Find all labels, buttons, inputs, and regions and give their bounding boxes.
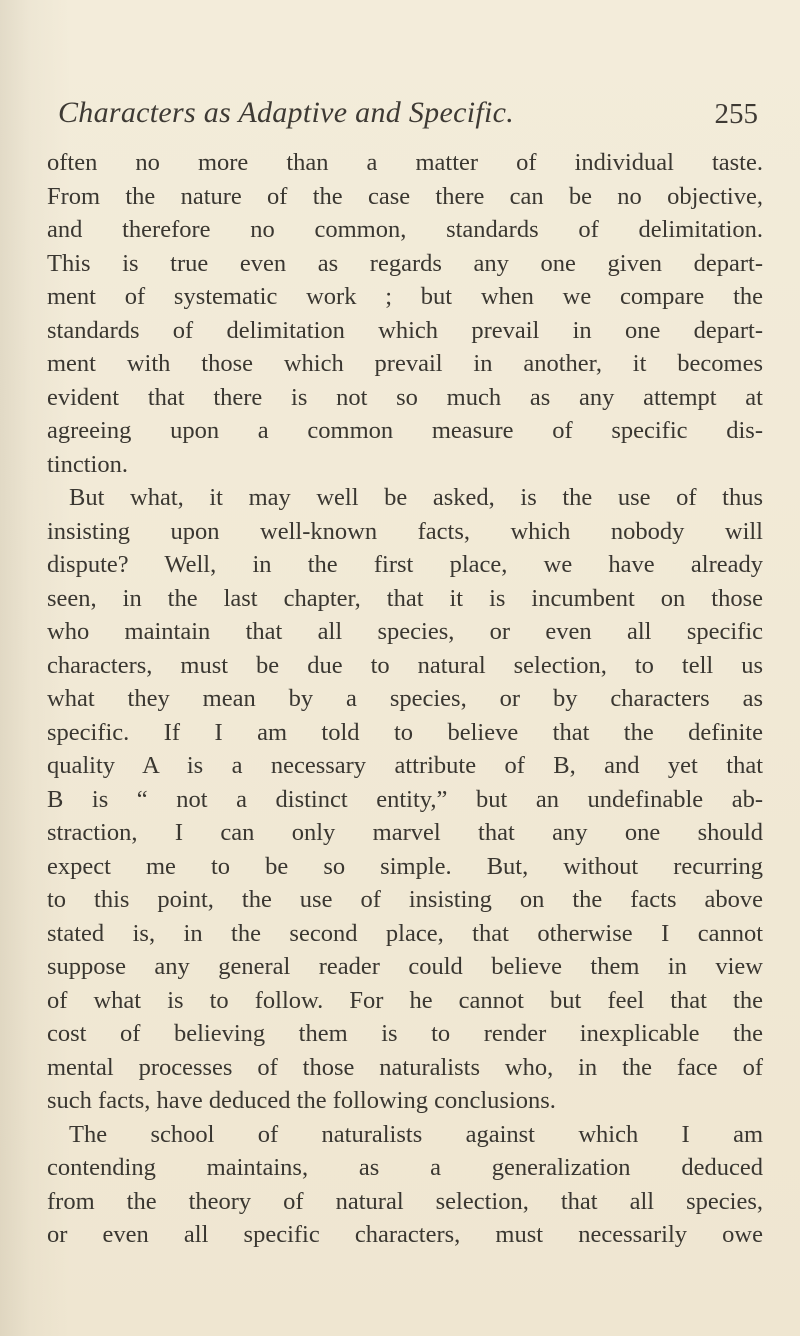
text-line: evident that there is not so much as any attempt at: [47, 383, 763, 411]
text-line: insisting upon well-known facts, which nobody will: [47, 517, 763, 545]
text-line: quality A is a necessary attribute of B, and yet that: [47, 752, 763, 779]
text-line: stated is, in the second place, that otherwise I cannot: [47, 919, 763, 947]
text-line: from the theory of natural selection, that all species,: [47, 1187, 763, 1215]
text-line: such facts, have deduced the following conclusions.: [47, 1087, 556, 1114]
text-line: tinction.: [47, 450, 128, 478]
text-line: suppose any general reader could believe them in view: [47, 953, 763, 980]
text-line: who maintain that all species, or even all specific: [47, 618, 763, 645]
text-line: characters, must be due to natural selection, to tell us: [47, 651, 763, 679]
text-line: expect me to be so simple. But, without recurring: [47, 852, 763, 880]
text-line: of what is to follow. For he cannot but feel that the: [47, 986, 763, 1014]
text-line: seen, in the last chapter, that it is incumbent on those: [47, 584, 763, 612]
text-line: and therefore no common, standards of delimitation.: [47, 216, 763, 243]
running-header: [58, 96, 758, 136]
text-line: ment with those which prevail in another, it becomes: [47, 350, 763, 377]
text-line: to this point, the use of insisting on the facts above: [47, 886, 763, 913]
body-text: [47, 146, 763, 1252]
text-line: or even all specific characters, must necessarily owe: [47, 1221, 763, 1248]
text-line: often no more than a matter of individual taste.: [47, 149, 763, 176]
text-line: cost of believing them is to render inexplicable the: [47, 1020, 763, 1047]
text-line: mental processes of those naturalists who, in the face of: [47, 1053, 763, 1081]
text-line: dispute? Well, in the first place, we have already: [47, 551, 763, 578]
text-line: This is true even as regards any one given depart-: [47, 249, 763, 277]
text-line: But what, it may well be asked, is the use of thus: [69, 484, 763, 511]
page-number: 255: [714, 98, 758, 130]
text-line: straction, I can only marvel that any one should: [47, 819, 763, 846]
text-line: B is “ not a distinct entity,” but an undefinable ab-: [47, 785, 763, 813]
text-line: contending maintains, as a generalization deduced: [47, 1154, 763, 1181]
text-line: The school of naturalists against which I am: [69, 1120, 763, 1148]
text-line: what they mean by a species, or by characters as: [47, 685, 763, 712]
text-line: agreeing upon a common measure of specific dis-: [47, 417, 763, 444]
text-line: ment of systematic work ; but when we compare the: [47, 283, 763, 310]
text-line: standards of delimitation which prevail in one depart-: [47, 316, 763, 344]
text-line: From the nature of the case there can be no objective,: [47, 182, 763, 210]
chapter-title: Characters as Adaptive and Specific.: [58, 96, 515, 129]
text-line: specific. If I am told to believe that the definite: [47, 718, 763, 746]
